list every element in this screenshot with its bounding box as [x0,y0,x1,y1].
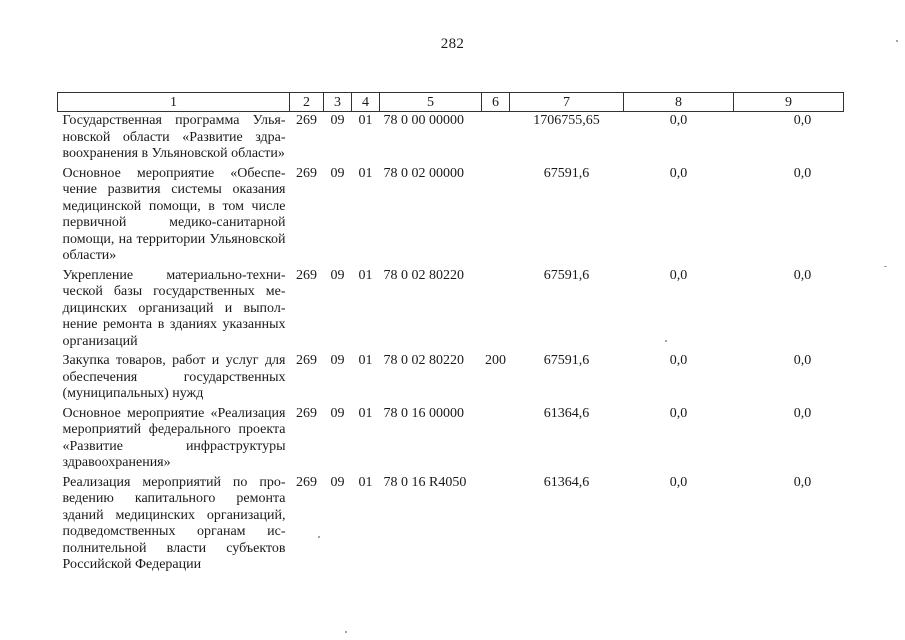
row-amount-col8: 0,0 [669,405,688,421]
row-amount-col9: 0,0 [793,353,812,368]
header-col-8: 8 [624,93,734,112]
page-number: 282 [440,36,465,52]
header-row [58,93,844,112]
row-subsection-code: 01 [358,353,373,368]
row-section-code: 09 [330,353,345,368]
row-name: Основное мероприятие «Обеспечение развития системы оказания медицинской помощи, в том числе первичной медико-санитарной помощи, на территории Ульяновской области» [62,165,286,263]
row-amount-col7: 61364,6 [543,474,590,490]
row-amount-col9: 0,0 [793,405,812,421]
row-amount-col8: 0,0 [669,165,688,181]
table-row [58,474,844,576]
row-amount-col8: 0,0 [669,353,688,368]
table-row [58,405,844,474]
row-expense-type [482,112,510,165]
row-expense-type [482,474,510,576]
header-col-7: 7 [510,93,624,112]
scan-speck [884,266,887,267]
row-target-code: 78 0 02 80220 [383,267,464,283]
budget-table [57,92,844,576]
row-target-code: 78 0 00 00000 [383,113,464,128]
row-name: Реализация мероприятий по проведению капитального ремонта зданий медицинских организаций, подведомственных органам исполнительной власти субъектов Российской Федерации [62,474,286,572]
row-section-code: 09 [330,165,345,181]
row-amount-col7: 67591,6 [543,165,590,181]
row-ministry-code: 269 [296,353,317,368]
row-amount-col9: 0,0 [793,474,812,490]
row-subsection-code: 01 [358,113,373,128]
row-subsection-code: 01 [358,267,373,283]
row-subsection-code: 01 [358,165,373,181]
row-amount-col9: 0,0 [793,267,812,283]
table-header [58,93,844,112]
scan-speck [345,631,347,633]
row-amount-col8: 0,0 [669,267,688,283]
header-col-6: 6 [482,93,510,112]
row-ministry-code: 269 [296,267,317,283]
row-name: Закупка товаров, работ и услуг для обеспечения государственных (муниципальных) нужд [62,353,286,401]
header-col-5: 5 [380,93,482,112]
row-section-code: 09 [330,405,345,421]
row-ministry-code: 269 [296,405,317,421]
row-expense-type [482,267,510,353]
row-amount-col7: 67591,6 [543,353,590,368]
header-col-3: 3 [324,93,352,112]
row-amount-col7: 61364,6 [543,405,590,421]
scan-speck [896,40,898,42]
row-amount-col8: 0,0 [669,474,688,490]
row-expense-type [482,165,510,267]
row-target-code: 78 0 02 80220 [383,353,464,368]
row-name: Основное мероприятие «Реализация мероприятий федерального проекта «Развитие инфраструктуры здравоохранения» [62,405,286,470]
row-expense-type: 200 [485,353,506,368]
row-amount-col8: 0,0 [669,113,688,128]
scan-speck [318,536,320,538]
row-section-code: 09 [330,474,345,490]
row-section-code: 09 [330,113,345,128]
row-name: Укрепление материально-технической базы государственных медицинских организаций и выполнение ремонта в зданиях указанных организаций [62,267,286,349]
table-body [58,112,844,576]
row-ministry-code: 269 [296,165,317,181]
table-row [58,267,844,353]
header-col-1: 1 [58,93,290,112]
row-ministry-code: 269 [296,474,317,490]
table-row [58,165,844,267]
row-amount-col7: 1706755,65 [533,113,600,128]
header-col-4: 4 [352,93,380,112]
header-col-2: 2 [290,93,324,112]
row-amount-col9: 0,0 [793,113,812,128]
row-target-code: 78 0 16 R4050 [383,474,467,490]
row-ministry-code: 269 [296,113,317,128]
row-target-code: 78 0 16 00000 [383,405,464,421]
row-amount-col9: 0,0 [793,165,812,181]
header-col-9: 9 [734,93,844,112]
row-subsection-code: 01 [358,474,373,490]
row-target-code: 78 0 02 00000 [383,165,464,181]
table-row [58,352,844,405]
row-amount-col7: 67591,6 [543,267,590,283]
row-subsection-code: 01 [358,405,373,421]
row-expense-type [482,405,510,474]
row-name: Государственная программа Ульяновской области «Развитие здравоохранения в Ульяновской области» [62,113,286,161]
scan-speck [665,340,667,342]
table-row [58,112,844,165]
row-section-code: 09 [330,267,345,283]
